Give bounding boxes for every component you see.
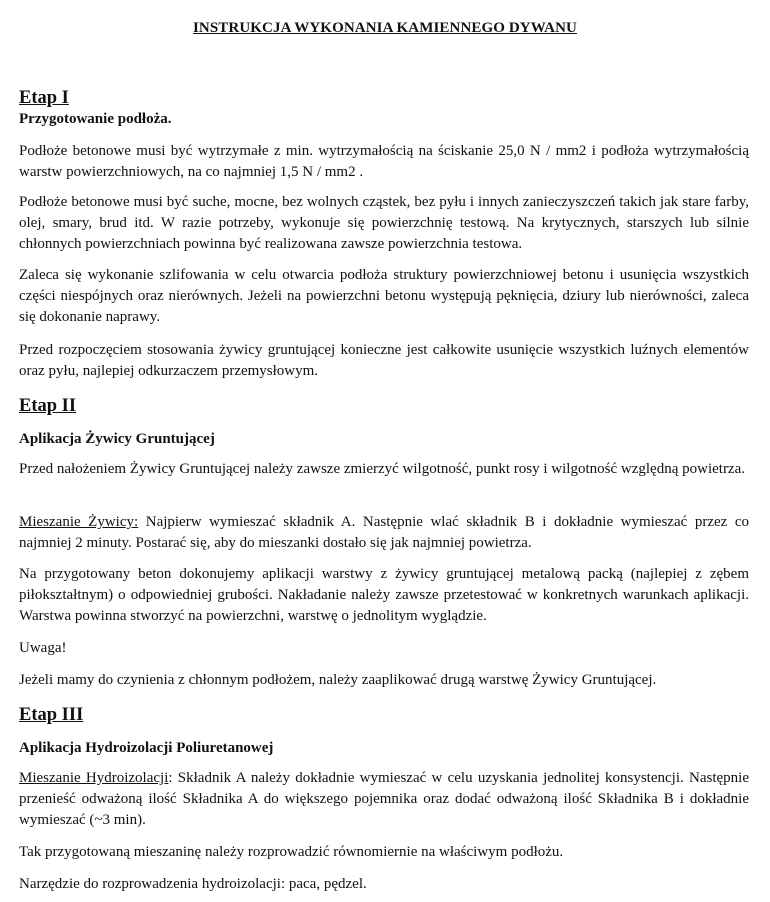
stage-2-note: Uwaga! [19,640,67,656]
stage-3-heading: Etap III [19,705,84,725]
stage-1-heading: Etap I [19,88,69,108]
stage-3-paragraph-3-block [19,874,749,895]
stage-3-paragraph-1-block [19,768,749,831]
document-title: INSTRUKCJA WYKONANIA KAMIENNEGO DYWANU [193,20,577,36]
stage-2-subheading-block [19,429,749,449]
stage-1-paragraph-4: Przed rozpoczęciem stosowania żywicy gruntującej konieczne jest całkowite usunięcie wszystkich luźnych elementów oraz pyłu, najlepiej odkurzaczem przemysłowym. [19,342,749,379]
stage-2-paragraph-4-block [19,638,749,659]
stage-2-paragraph-5-block [19,670,749,691]
stage-1-heading-block [19,87,749,129]
stage-1-subheading: Przygotowanie podłoża. [19,111,172,127]
stage-3-subheading-block [19,738,749,758]
stage-1-paragraph-1: Podłoże betonowe musi być wytrzymałe z min. wytrzymałością na ściskanie 25,0 N / mm2 i podłoża wytrzymałością warstw powierzchniowych, na co najmniej 1,5 N / mm2 . [19,143,749,180]
mixing-waterproofing-label: Mieszanie Hydroizolacji [19,770,169,786]
stage-2-paragraph-5: Jeżeli mamy do czynienia z chłonnym podłożem, należy zaaplikować drugą warstwę Żywicy Gruntującej. [19,672,657,688]
stage-1-paragraph-3: Zaleca się wykonanie szlifowania w celu otwarcia podłoża struktury powierzchniowej betonu i usunięcia wszystkich części niespójnych oraz nierównych. Jeżeli na powierzchni betonu występują pęknięcia, dziury lub nierówności, zaleca się dokonanie naprawy. [19,267,749,325]
mixing-waterproofing-text: : Składnik A należy dokładnie wymieszać w celu uzyskania jednolitej konsystencji. Następnie przenieść odważoną ilość Składnika A do większego pojemnika oraz dodać odważoną ilość Składnika B i dokładnie wymieszać (~3 min). [19,770,749,828]
stage-2-heading-block [19,395,749,417]
mixing-resin-label: Mieszanie Żywicy: [19,514,139,530]
stage-2-heading: Etap II [19,396,77,416]
stage-2-subheading: Aplikacja Żywicy Gruntującej [19,431,215,447]
stage-1-paragraph-1-block [19,141,749,183]
stage-3-heading-block [19,704,749,726]
stage-2-paragraph-1: Przed nałożeniem Żywicy Gruntującej należy zawsze zmierzyć wilgotność, punkt rosy i wilgotność względną powietrza. [19,461,745,477]
stage-3-paragraph-3: Narzędzie do rozprowadzenia hydroizolacji: paca, pędzel. [19,876,367,892]
stage-2-paragraph-1-block [19,459,749,480]
stage-3-paragraph-2: Tak przygotowaną mieszaninę należy rozprowadzić równomiernie na właściwym podłożu. [19,844,564,860]
stage-2-paragraph-2-block [19,512,749,554]
stage-1-paragraph-2-block [19,192,749,255]
stage-3-paragraph-1 [19,768,749,831]
stage-3-paragraph-2-block [19,842,749,863]
stage-1-paragraph-3-block [19,265,749,328]
stage-2-paragraph-3: Na przygotowany beton dokonujemy aplikacji warstwy z żywicy gruntującej metalową packą (najlepiej z zębem piłokształtnym) o odpowiedniej grubości. Nakładanie należy zawsze przetestować w konkretnych warunkach aplikacji. Warstwa powinna stworzyć na powierzchni, warstwę o jednolitym wyglądzie. [19,566,749,624]
stage-1-paragraph-4-block [19,340,749,382]
stage-1-paragraph-2: Podłoże betonowe musi być suche, mocne, bez wolnych cząstek, bez pyłu i innych zanieczyszczeń takich jak stare farby, olej, smary, brud itd. W razie potrzeby, wykonuje się powierzchnię testową. Na krytycznych, starszych lub silnie chłonnych powierzchniach powinna być realizowana zawsze powierzchnia testowa. [19,194,749,252]
mixing-resin-text: Najpierw wymieszać składnik A. Następnie wlać składnik B i dokładnie wymieszać przez co najmniej 2 minuty. Postarać się, aby do mieszanki dostało się jak najmniej powietrza. [19,514,749,551]
stage-2-paragraph-2 [19,512,749,554]
stage-2-paragraph-3-block [19,564,749,627]
stage-3-subheading: Aplikacja Hydroizolacji Poliuretanowej [19,740,274,756]
